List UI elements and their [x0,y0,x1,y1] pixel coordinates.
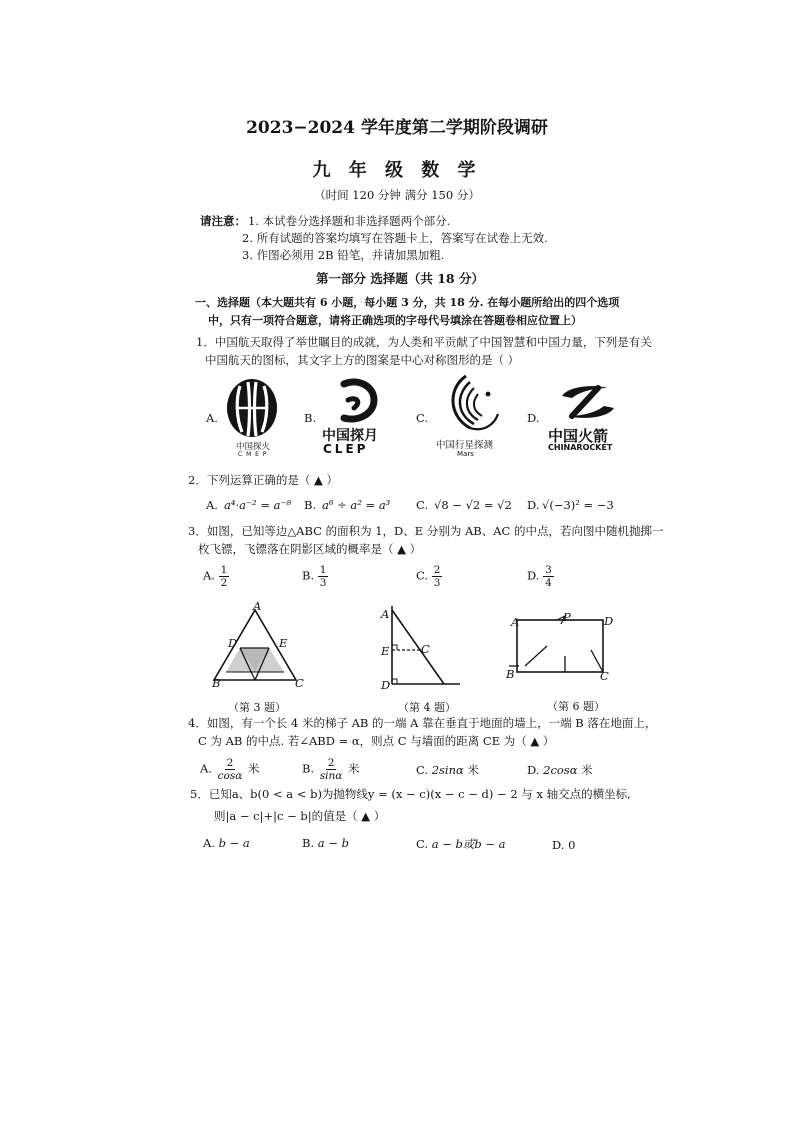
chinarocket-sub: CHINAROCKET [548,443,613,452]
chinarocket-caption: 中国火箭 [548,427,609,445]
fig4-label-a: A [381,607,390,621]
q1-option-a-letter: A. [206,411,218,425]
q1-option-b-letter: B. [304,411,317,425]
q2-option-c-text: √8 − √2 = √2 [434,498,512,512]
q4-option-d: D. 2cosα 米 [527,763,593,777]
q2-option-b-text: a⁶ ÷ a² = a³ [322,498,391,512]
q5-option-c: C. a − b或b − a [416,837,506,851]
part-title: 第一部分 选择题（共 18 分） [316,271,484,286]
cmep-sub: C M E P [238,451,268,458]
fig6-label-c: C [600,669,609,683]
q5-option-d: D. 0 [552,838,576,852]
q1-option-d-letter: D. [527,411,540,425]
fig4-label-c: C [421,642,430,656]
q1-option-c-letter: C. [416,411,429,425]
notice-item-1: 1. 本试卷分选择题和非选择题两个部分. [248,214,451,228]
mars-logo-icon [444,374,500,434]
figure-6-rectangle [505,606,615,681]
section-line-2: 中，只有一项符合题意，请将正确选项的字母代号填涂在答题卷相应位置上） [208,314,582,327]
fig3-label-e: E [279,636,288,650]
fig3-caption: （第 3 题） [228,701,286,714]
exam-title: 2023−2024 学年度第二学期阶段调研 [246,118,548,138]
q3-line-1: 3．如图，已知等边△ABC 的面积为 1，D、E 分别为 AB、AC 的中点，若向图中随机抛掷一 [188,524,664,538]
q4-option-a: A. $\frac{2}{\cos\alpha}$ 米 [200,757,260,782]
fig4-caption: （第 4 题） [398,701,456,714]
q5-option-b: B. a − b [302,836,349,850]
exam-subtitle: 九 年 级 数 学 [312,160,482,181]
fig6-caption: （第 6 题） [547,700,605,713]
q3-option-b: B. $\frac{1}{3}$ [302,564,327,589]
mars-caption: 中国行星探测 [436,440,494,451]
section-line-1: 一、选择题（本大题共有 6 小题，每小题 3 分，共 18 分. 在每小题所给出的四个选项 [195,296,620,309]
q5-option-a: A. b − a [203,836,250,850]
fig6-label-p: P [563,610,571,624]
q2-option-c-letter: C. [416,498,429,512]
fig3-label-b: B [212,676,221,690]
mars-sub: Mars [457,450,474,458]
time-info: （时间 120 分钟 满分 150 分） [314,188,480,202]
q4-option-b: B. $\frac{2}{\sin\alpha}$ 米 [302,757,360,782]
fig3-label-c: C [295,676,304,690]
q1-line-2: 中国航天的图标，其文字上方的图案是中心对称图形的是（ ） [205,353,520,367]
notice-item-2: 2. 所有试题的答案均填写在答题卡上，答案写在试卷上无效. [242,231,548,245]
q3-option-d: D. $\frac{3}{4}$ [527,564,552,589]
q1-line-1: 1．中国航天取得了举世瞩目的成就，为人类和平贡献了中国智慧和中国力量，下列是有关 [196,335,652,349]
fig6-label-d: D [604,614,614,628]
q2-stem: 2．下列运算正确的是（ ▲ ） [188,473,338,487]
q2-option-d-text: √(−3)² = −3 [542,498,614,512]
q2-option-d-letter: D. [527,498,540,512]
cmep-caption: 中国探火 [236,442,271,452]
chinarocket-logo-icon [558,382,618,422]
fig6-label-b: B [506,667,515,681]
fig6-label-a: A [511,615,520,629]
q4-line-1: 4．如图，有一个长 4 米的梯子 AB 的一端 A 靠在垂直于地面的墙上，一端 B 落在地面上， [188,716,657,730]
fig3-label-d: D [228,636,238,650]
fig3-label-a: A [253,599,262,613]
notice-item-3: 3. 作图必须用 2B 铅笔，并请加黑加粗. [242,248,445,262]
q3-line-2: 枚飞镖，飞镖落在阴影区域的概率是（ ▲ ） [198,542,422,556]
q4-line-2: C 为 AB 的中点. 若∠ABD = α，则点 C 与墙面的距离 CE 为（ ▲ ） [198,734,555,748]
notice-label: 请注意： [200,214,246,228]
q3-option-a: A. $\frac{1}{2}$ [203,564,228,589]
cmep-logo-icon [226,378,278,438]
fig4-label-e: E [381,644,390,658]
q2-option-a-text: a⁴·a⁻² = a⁻⁸ [224,498,292,512]
clep-logo-icon [336,380,380,426]
q4-option-c: C. 2sinα 米 [416,763,479,777]
clep-caption: 中国探月 [322,428,378,444]
fig4-label-d: D [381,678,391,692]
q5-line-2: 则|a − c|+|c − b|的值是（ ▲ ） [214,809,386,823]
clep-sub: CLEP [323,442,369,456]
q5-line-1: 5．已知a、b(0 < a < b)为抛物线y = (x − c)(x − c − d) − 2 与 x 轴交点的横坐标, [190,787,631,801]
q3-option-c: C. $\frac{2}{3}$ [416,564,441,589]
q2-option-b-letter: B. [304,498,317,512]
q2-option-a-letter: A. [206,498,218,512]
